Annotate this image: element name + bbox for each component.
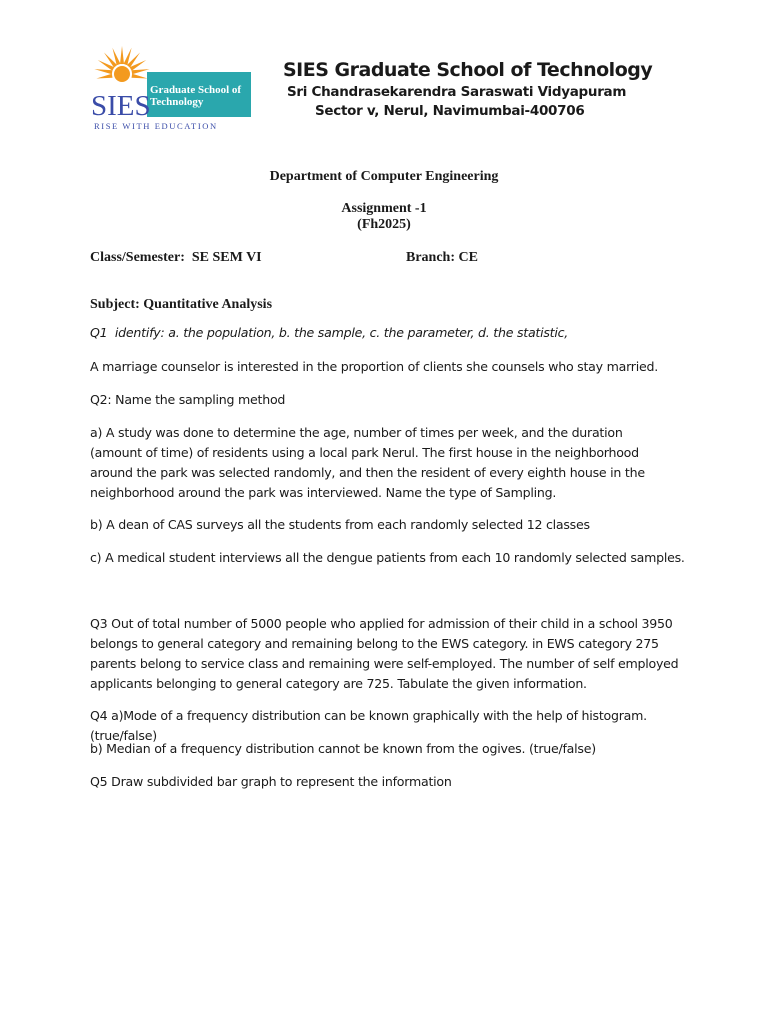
question-2: Q2: Name the sampling method (90, 392, 286, 407)
logo-tagline: RISE WITH EDUCATION (94, 121, 218, 131)
branch: Branch: CE (406, 250, 478, 265)
address-line-2: Sector v, Nerul, Navimumbai-400706 (315, 103, 585, 119)
question-3: Q3 Out of total number of 5000 people who applied for admission of their child in a school 3950 belongs to general category and remaining belong to the EWS category. in EWS category 275 parents belong to service class and remaining were self-employed. The number of self employed applicants belonging to general category are 725. Tabulate the given information. (90, 616, 679, 691)
logo-box-text (150, 84, 250, 108)
question-2-part-c: c) A medical student interviews all the dengue patients from each 10 randomly selected samples. (90, 550, 685, 565)
question-2-part-a: a) A study was done to determine the age, number of times per week, and the duration (amount of time) of residents using a local park Nerul. The first house in the neighborhood around the park was selected randomly, and then the resident of every eighth house in the neighborhood around the park was interviewed. Name the type of Sampling. (90, 425, 645, 500)
address-line-1: Sri Chandrasekarendra Saraswati Vidyapuram (287, 84, 627, 100)
assignment-title: Assignment -1 (341, 201, 427, 216)
question-5: Q5 Draw subdivided bar graph to represent the information (90, 774, 452, 789)
question-1: Q1 identify: a. the population, b. the sample, c. the parameter, d. the statistic, (90, 325, 569, 340)
logo-box-line1: Graduate School of (150, 84, 242, 96)
logo-wordmark: SIES (91, 90, 151, 122)
subject: Subject: Quantitative Analysis (90, 297, 273, 312)
logo-box-line2: Technology (150, 96, 204, 108)
institute-logo (88, 44, 256, 134)
question-2-part-b: b) A dean of CAS surveys all the students from each randomly selected 12 classes (90, 517, 590, 532)
assignment-term: (Fh2025) (357, 217, 411, 232)
question-4-part-b: b) Median of a frequency distribution cannot be known from the ogives. (true/false) (90, 741, 596, 756)
question-1-text: A marriage counselor is interested in the proportion of clients she counsels who stay married. (90, 359, 658, 374)
department-heading: Department of Computer Engineering (269, 169, 499, 184)
sun-emblem-icon (92, 44, 154, 94)
question-4-part-a: Q4 a)Mode of a frequency distribution can be known graphically with the help of histogram. (true/false) (90, 708, 647, 743)
class-semester: Class/Semester: SE SEM VI (90, 250, 262, 265)
school-name: SIES Graduate School of Technology (283, 59, 653, 81)
